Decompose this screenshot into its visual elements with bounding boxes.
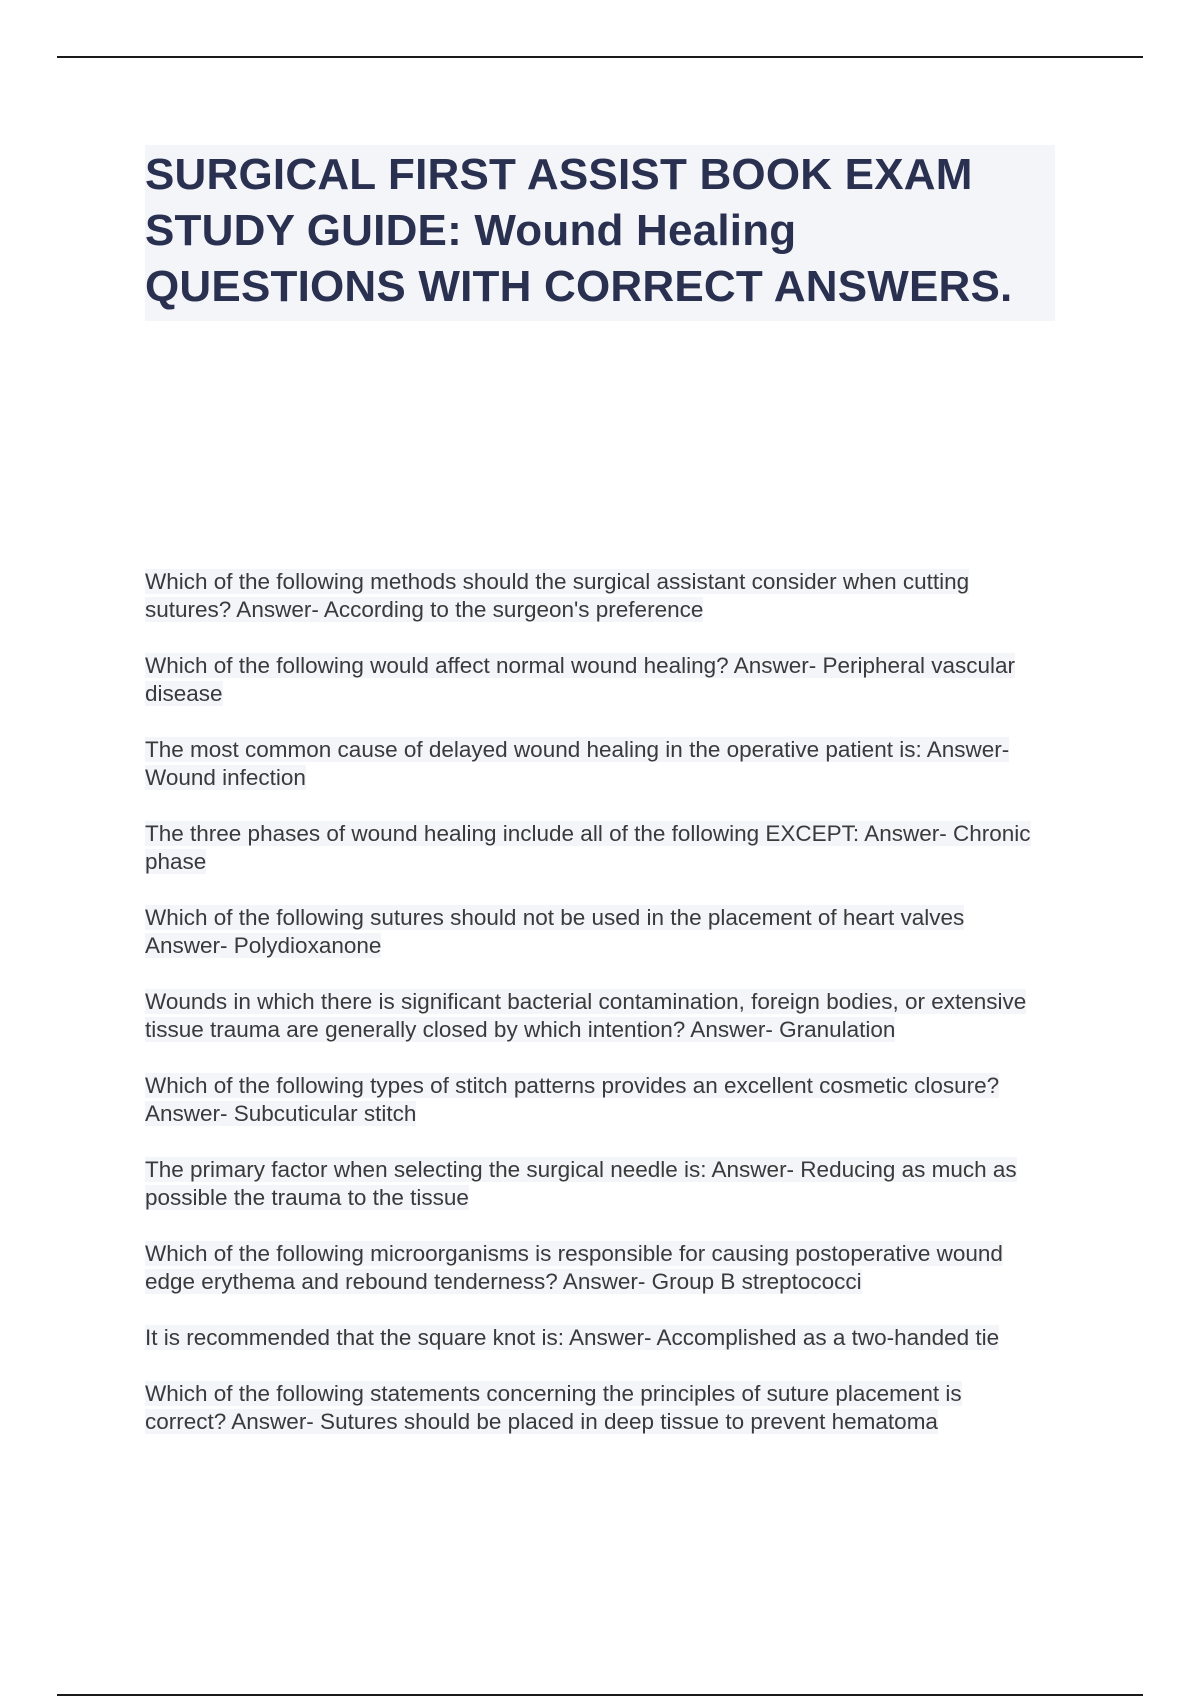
qa-item <box>145 1240 1055 1296</box>
title-block <box>145 145 1055 321</box>
bottom-rule <box>57 1694 1143 1696</box>
qa-list <box>145 568 1055 1436</box>
qa-item <box>145 988 1055 1044</box>
qa-text: It is recommended that the square knot is: Answer- Accomplished as a two-handed tie <box>145 1325 1000 1350</box>
qa-text: Which of the following would affect normal wound healing? Answer- Peripheral vascular disease <box>145 653 1016 706</box>
qa-item <box>145 568 1055 624</box>
qa-item <box>145 1380 1055 1436</box>
qa-text: Wounds in which there is significant bacterial contamination, foreign bodies, or extensive tissue trauma are generally closed by which intention? Answer- Granulation <box>145 989 1027 1042</box>
qa-item <box>145 904 1055 960</box>
qa-text: Which of the following sutures should not be used in the placement of heart valves Answer- Polydioxanone <box>145 905 965 958</box>
qa-item <box>145 736 1055 792</box>
qa-item <box>145 820 1055 876</box>
qa-item <box>145 1156 1055 1212</box>
qa-text: The primary factor when selecting the surgical needle is: Answer- Reducing as much as possible the trauma to the tissue <box>145 1157 1017 1210</box>
top-rule <box>57 56 1143 58</box>
qa-text: The three phases of wound healing include all of the following EXCEPT: Answer- Chronic phase <box>145 821 1031 874</box>
qa-item <box>145 1324 1055 1352</box>
qa-text: Which of the following statements concerning the principles of suture placement is correct? Answer- Sutures should be placed in deep tissue to prevent hematoma <box>145 1381 962 1434</box>
qa-text: The most common cause of delayed wound healing in the operative patient is: Answer- Wound infection <box>145 737 1010 790</box>
document-title: SURGICAL FIRST ASSIST BOOK EXAM STUDY GUIDE: Wound Healing QUESTIONS WITH CORRECT ANSWERS. <box>145 150 1013 311</box>
qa-text: Which of the following microorganisms is responsible for causing postoperative wound edge erythema and rebound tenderness? Answer- Group B streptococci <box>145 1241 1003 1294</box>
qa-text: Which of the following methods should the surgical assistant consider when cutting sutures? Answer- According to the surgeon's preference <box>145 569 970 622</box>
document-body <box>145 145 1055 1464</box>
qa-item <box>145 1072 1055 1128</box>
qa-text: Which of the following types of stitch patterns provides an excellent cosmetic closure? Answer- Subcuticular stitch <box>145 1073 1000 1126</box>
qa-item <box>145 652 1055 708</box>
